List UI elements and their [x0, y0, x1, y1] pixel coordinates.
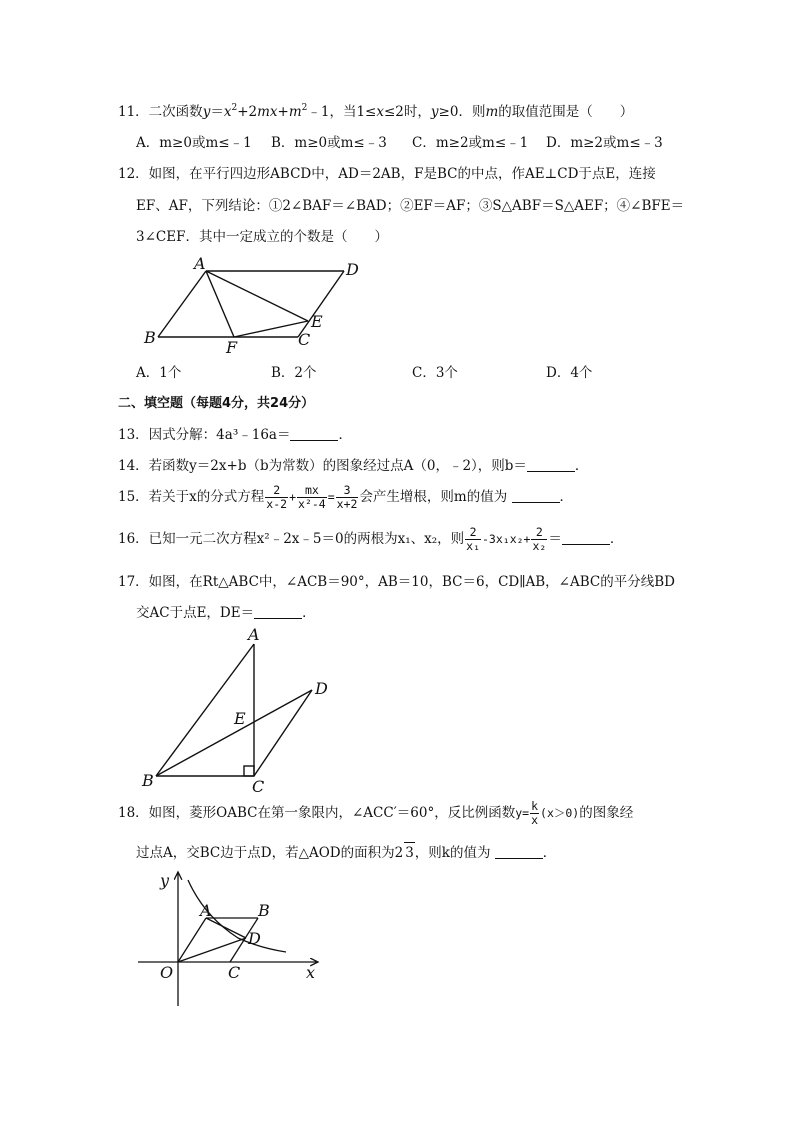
q15-fraction-3: $\frac{3}{x+2}$: [336, 483, 358, 511]
q11-function: y: [202, 104, 211, 120]
q12-edge-ab: [158, 271, 206, 337]
q17-label-b: B: [142, 771, 154, 790]
q18-rhombus-figure: [130, 866, 330, 1011]
q16-fraction-1: $\frac{2}{\text{x₁}}$: [466, 525, 480, 553]
q16-fraction-2: $\frac{2}{\text{x₂}}$: [532, 525, 547, 553]
q11-line1: 11．二次函数$y=x^2+2mx+m^2﹣1$，当1≤x≤2时，y≥0．则m的取值范围是（ ）: [118, 103, 634, 120]
q12-segment-af: [206, 271, 234, 337]
q18-segment-od: [178, 938, 246, 962]
q17-label-a: A: [248, 625, 260, 644]
q12-label-c: C: [298, 330, 311, 349]
q12-line3: 3∠CEF．其中一定成立的个数是（ ）: [136, 229, 388, 245]
q17-right-angle-mark: [244, 766, 254, 776]
q12-option-d: D．4个: [546, 365, 593, 381]
q12-label-b: B: [144, 328, 156, 347]
q12-line1: 12．如图，在平行四边形ABCD中，AD＝2AB，F是BC的中点，作AE⊥CD于点E，连接: [118, 166, 656, 182]
q16-line: 16．已知一元二次方程x²﹣2x﹣5＝0的两根为x₁、x₂，则 $\frac{2}{\text{x₁}}$ -3x₁x₂+ $\frac{2}{\text{x₂}}$ ＝ ．: [118, 525, 624, 553]
q17-label-e: E: [234, 709, 246, 728]
q15-fraction-2: $\frac{mx}{\text{x²-4}}$: [298, 483, 326, 511]
q14-line: 14．若函数y＝2x+b（b为常数）的图象经过点A（0，﹣2），则b＝ ．: [118, 458, 589, 474]
q13-answer-blank[interactable]: [290, 426, 338, 441]
q17-segment-cd: [254, 690, 312, 776]
section-title-fill-in: 二、填空题（每题4分，共24分）: [118, 396, 315, 411]
q18-label-b: B: [258, 901, 270, 920]
q12-option-b: B．2个: [271, 365, 317, 381]
q14-answer-blank[interactable]: [527, 457, 575, 472]
q12-label-e: E: [311, 312, 323, 331]
q18-label-o: O: [160, 963, 174, 982]
q13-line: 13．因式分解：4a³﹣16a＝ ．: [118, 427, 352, 443]
q17-answer-blank[interactable]: [254, 604, 302, 619]
q18-line1: 18．如图，菱形OABC在第一象限内，∠ACC′＝60°，反比例函数y= $\frac{k}{x}$ (x＞0)的图象经: [118, 799, 634, 827]
q16-answer-blank[interactable]: [562, 530, 610, 545]
q17-line2: 交AC于点E，DE＝ ．: [136, 605, 316, 621]
q17-segment-bd: [156, 690, 312, 776]
q12-label-f: F: [226, 338, 238, 357]
q11-option-a: A．m≥0或m≤﹣1: [136, 135, 252, 151]
q17-label-c: C: [252, 777, 265, 796]
q12-option-a: A．1个: [136, 365, 182, 381]
q18-sqrt: 3: [404, 842, 415, 863]
q18-label-a: A: [200, 901, 212, 920]
q11-option-d: D．m≥2或m≤﹣3: [546, 135, 663, 151]
q11-option-b: B．m≥0或m≤﹣3: [271, 135, 387, 151]
q12-parallelogram-figure: [140, 255, 380, 355]
q12-label-a: A: [194, 254, 206, 273]
q18-line2: 过点A，交BC边于点D，若△AOD的面积为2 3，则k的值为 ．: [136, 842, 556, 863]
q11-option-c: C．m≥2或m≤﹣1: [412, 135, 529, 151]
q17-line1: 17．如图，在Rt△ABC中，∠ACB＝90°，AB＝10，BC＝6，CD∥AB，∠ABC的平分线BD: [118, 574, 675, 590]
q12-option-c: C．3个: [412, 365, 458, 381]
q18-label-d: D: [248, 929, 261, 948]
q12-label-d: D: [346, 260, 359, 279]
q18-edge-oa: [178, 918, 206, 962]
q18-answer-blank[interactable]: [495, 844, 543, 859]
q18-label-x: x: [306, 963, 316, 982]
q17-triangle-figure: [138, 624, 338, 794]
q15-line: 15．若关于x的分式方程 $\frac{2}{x-2}$ + $\frac{mx}{\text{x²-4}}$ = $\frac{3}{x+2}$ 会产生增根，则m的值为 ．: [118, 483, 574, 511]
q18-label-y: y: [160, 871, 170, 890]
q18-segment-ad: [206, 918, 246, 938]
q18-fraction-k-over-x: $\frac{k}{x}$: [531, 799, 539, 827]
q12-line2: EF、AF，下列结论：①2∠BAF＝∠BAD；②EF＝AF；③S△ABF＝S△AEF；④∠BFE＝: [136, 198, 685, 214]
q18-label-c: C: [228, 963, 241, 982]
q17-label-d: D: [315, 679, 328, 698]
q15-answer-blank[interactable]: [512, 488, 560, 503]
q12-segment-ae: [206, 271, 308, 321]
q15-fraction-1: $\frac{2}{x-2}$: [266, 483, 288, 511]
q12-segment-ef: [234, 321, 308, 337]
